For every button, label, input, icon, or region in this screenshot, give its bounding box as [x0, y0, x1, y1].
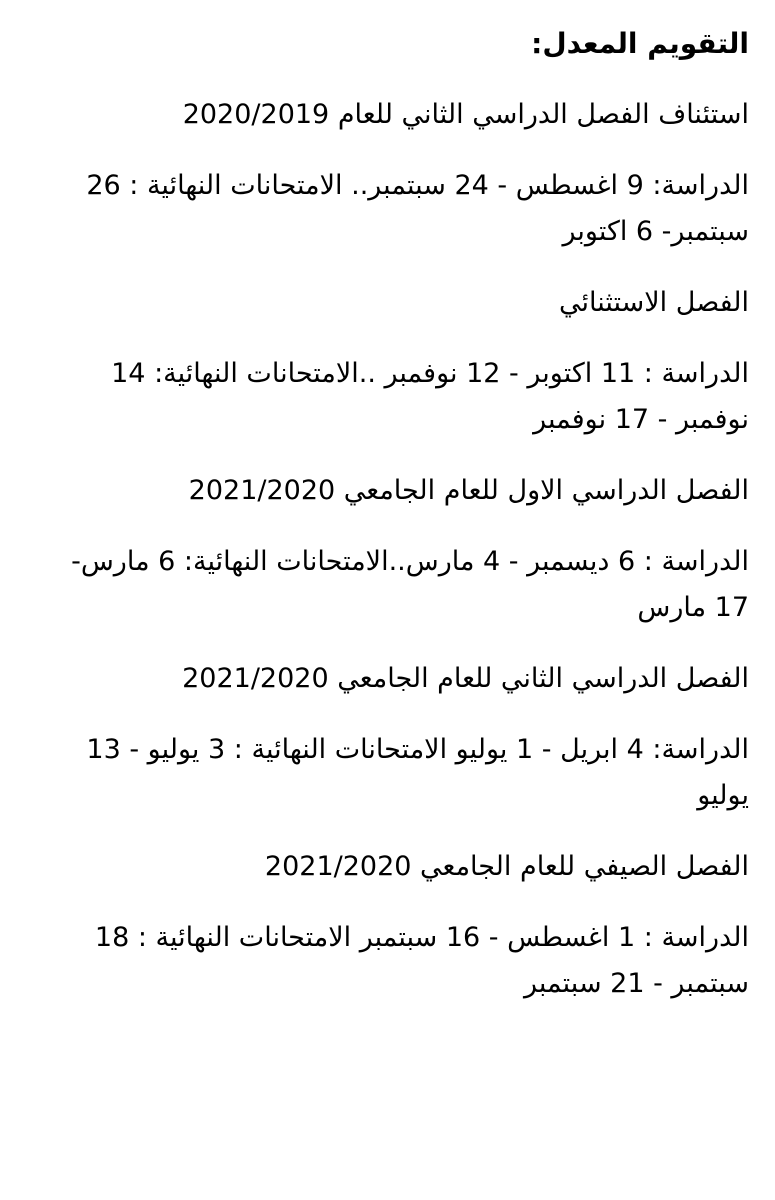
document-title: التقويم المعدل: [531, 27, 749, 60]
semester-heading-exceptional [52, 280, 749, 326]
semester-heading-first [52, 468, 749, 514]
text-line: الدراسة : 6 ديسمبر - 4 مارس..الامتحانات النهائية: 6 مارس- [71, 546, 749, 577]
document [52, 22, 749, 1032]
text-line: استئناف الفصل الدراسي الثاني للعام 2020/2019 [182, 99, 749, 130]
text-line: 17 مارس [637, 592, 749, 623]
schedule-first [52, 539, 749, 631]
text-line: الدراسة : 11 اكتوبر - 12 نوفمبر ..الامتحانات النهائية: 14 [111, 358, 749, 389]
text-line: نوفمبر - 17 نوفمبر [533, 404, 749, 435]
semester-heading-second [52, 656, 749, 702]
schedule-exceptional [52, 351, 749, 443]
text-line: سبتمبر - 21 سبتمبر [524, 968, 749, 999]
text-line: الفصل الدراسي الاول للعام الجامعي 2021/2020 [188, 475, 749, 506]
text-line: الدراسة: 9 اغسطس - 24 سبتمبر.. الامتحانات النهائية : 26 [86, 170, 749, 201]
text-line: الفصل الاستثنائي [558, 287, 749, 318]
text-line: يوليو [697, 780, 749, 811]
text-line: الفصل الصيفي للعام الجامعي 2021/2020 [264, 851, 749, 882]
text-line: سبتمبر- 6 اكتوبر [562, 216, 749, 247]
semester-heading-resume [52, 92, 749, 138]
schedule-resume [52, 163, 749, 255]
semester-heading-summer [52, 844, 749, 890]
schedule-summer [52, 915, 749, 1007]
text-line: الدراسة : 1 اغسطس - 16 سبتمبر الامتحانات النهائية : 18 [94, 922, 749, 953]
text-line: الفصل الدراسي الثاني للعام الجامعي 2021/2020 [182, 663, 749, 694]
text-line: الدراسة: 4 ابريل - 1 يوليو الامتحانات النهائية : 3 يوليو - 13 [86, 734, 749, 765]
schedule-second [52, 727, 749, 819]
